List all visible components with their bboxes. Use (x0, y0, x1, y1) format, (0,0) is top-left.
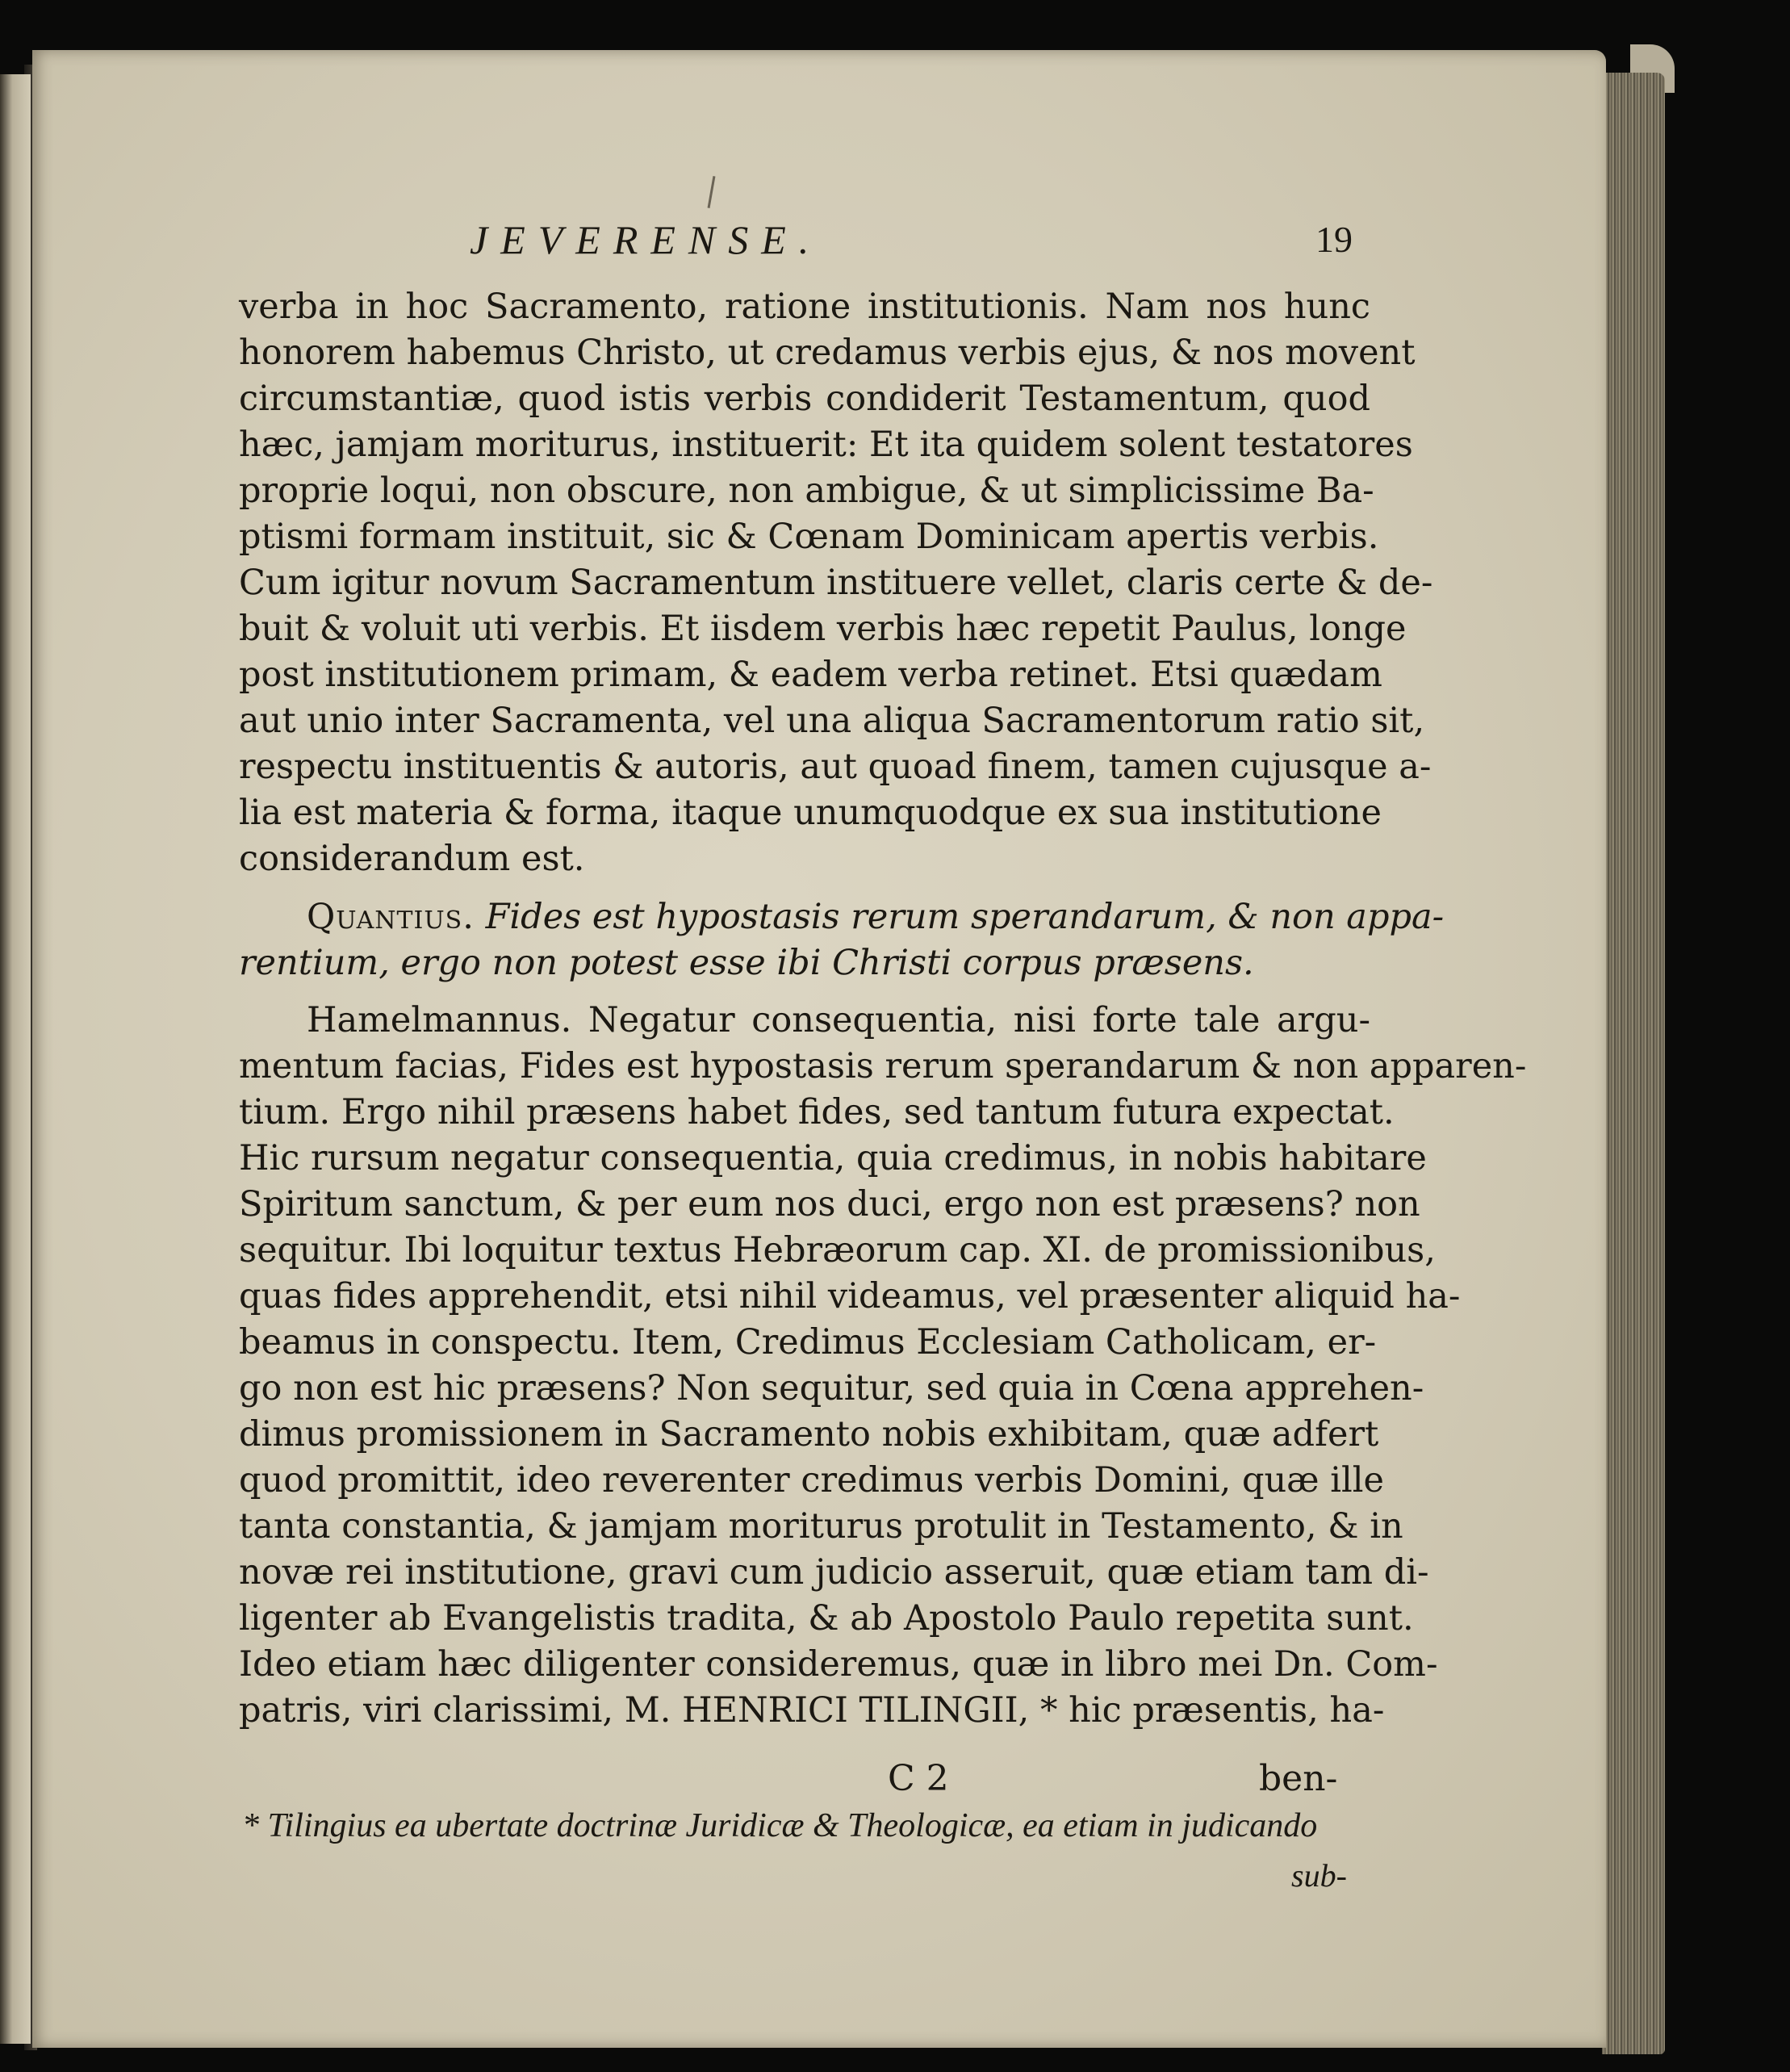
catchword: ben- (1259, 1758, 1338, 1799)
body-line: beamus in conspectu. Item, Credimus Ecclesiam Catholicam, er- (239, 1322, 1377, 1362)
body-line: proprie loqui, non obscure, non ambigue, & ut simplicissime Ba- (239, 471, 1374, 511)
body-line: dimus promissionem in Sacramento nobis exhibitam, quæ adfert (239, 1414, 1379, 1455)
body-line: Ideo etiam hæc diligenter consideremus, quæ in libro mei Dn. Com- (239, 1644, 1438, 1685)
body-line: circumstantiæ, quod istis verbis condiderit Testamentum, quod (239, 379, 1370, 419)
quantius-line (307, 894, 1445, 940)
body-line: quas fides apprehendit, etsi nihil videamus, vel præsenter aliquid ha- (239, 1276, 1461, 1316)
body-line: respectu instituentis & autoris, aut quoad finem, tamen cujusque a- (239, 747, 1432, 787)
body-line: buit & voluit uti verbis. Et iisdem verbis hæc repetit Paulus, longe (239, 609, 1407, 649)
quantius-text: Fides est hypostasis rerum sperandarum, & non appa- (485, 897, 1445, 937)
body-line: ligenter ab Evangelistis tradita, & ab Apostolo Paulo repetita sunt. (239, 1598, 1414, 1639)
body-line: quod promittit, ideo reverenter credimus verbis Domini, quæ ille (239, 1460, 1384, 1501)
body-line: considerandum est. (239, 839, 585, 879)
body-line: sequitur. Ibi loquitur textus Hebræorum cap. XI. de promissionibus, (239, 1230, 1436, 1270)
body-line: Cum igitur novum Sacramentum instituere vellet, claris certe & de- (239, 563, 1433, 603)
body-line: Hic rursum negatur consequentia, quia credimus, in nobis habitare (239, 1138, 1427, 1178)
body-line: go non est hic præsens? Non sequitur, sed quia in Cœna apprehen- (239, 1368, 1424, 1409)
body-line: hæc, jamjam moriturus, instituerit: Et ita quidem solent testatores (239, 425, 1413, 465)
body-line: Hamelmannus. Negatur consequentia, nisi forte tale argu- (307, 1000, 1370, 1040)
body-line: novæ rei institutione, gravi cum judicio asseruit, quæ etiam tam di- (239, 1552, 1429, 1593)
speaker-quantius: Quantius. (307, 897, 475, 937)
pencil-mark (708, 176, 716, 208)
body-line: tium. Ergo nihil præsens habet fides, sed tantum futura expectat. (239, 1092, 1395, 1132)
body-line: post institutionem primam, & eadem verba retinet. Etsi quædam (239, 655, 1382, 695)
body-line: honorem habemus Christo, ut credamus verbis ejus, & nos movent (239, 333, 1416, 373)
body-line: ptismi formam instituit, sic & Cœnam Dominicam apertis verbis. (239, 517, 1379, 557)
signature-mark: C 2 (888, 1758, 949, 1799)
running-head: JEVERENSE. (470, 217, 822, 262)
body-line: tanta constantia, & jamjam moriturus protulit in Testamento, & in (239, 1506, 1403, 1547)
page-number: 19 (1315, 219, 1353, 260)
footnote-catchword: sub- (1291, 1857, 1347, 1894)
quantius-line: rentium, ergo non potest esse ibi Christi corpus præsens. (239, 943, 1254, 983)
body-line: mentum facias, Fides est hypostasis rerum sperandarum & non apparen- (239, 1046, 1527, 1086)
body-line: verba in hoc Sacramento, ratione institutionis. Nam nos hunc (239, 287, 1370, 327)
body-line: aut unio inter Sacramenta, vel una aliqua Sacramentorum ratio sit, (239, 701, 1425, 741)
body-line: lia est materia & forma, itaque unumquodque ex sua institutione (239, 793, 1382, 833)
body-line: patris, viri clarissimi, M. HENRICI TILINGII, * hic præsentis, ha- (239, 1690, 1385, 1731)
body-line: Spiritum sanctum, & per eum nos duci, ergo non est præsens? non (239, 1184, 1420, 1224)
footnote: * Tilingius ea ubertate doctrinæ Juridicæ & Theologicæ, ea etiam in judicando (242, 1807, 1318, 1844)
